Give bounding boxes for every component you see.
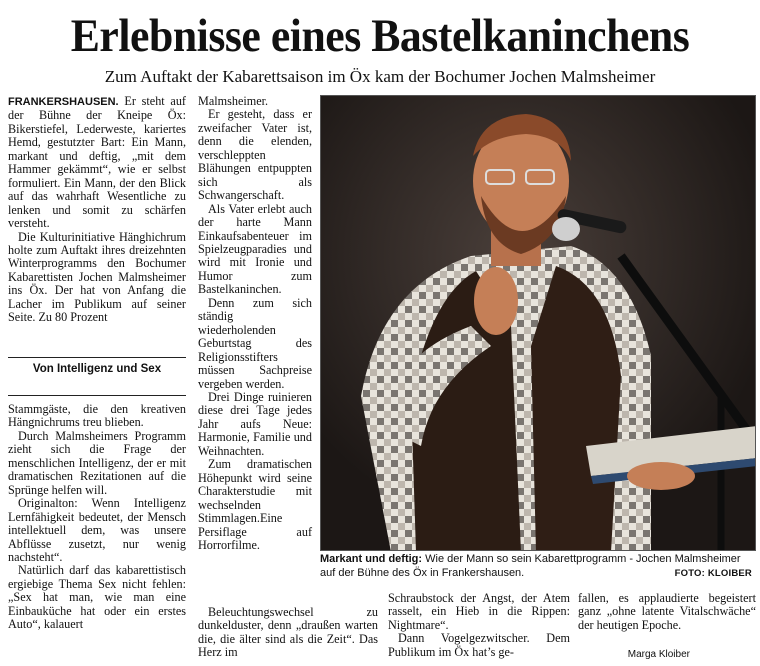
paragraph: Drei Dinge ruinieren diese drei Tage jedes Jahr aufs Neue: Harmonie, Familie und Weihnachten. (198, 389, 312, 458)
paragraph: Er gesteht, dass er zweifacher Vater ist, denn die elenden, verschleppten Blähungen entpuppten sich als Schwangerschaft. (198, 107, 312, 203)
section-heading: Von Intelligenz und Sex (32, 363, 162, 375)
paragraph (8, 95, 186, 231)
dateline: FRANKERSHAUSEN. (8, 96, 119, 108)
paragraph: Die Kulturinitiative Hänghichrum holte zum Auftakt ihres dreizehnten Winterprogramms den Bochumer Kabarettisten Jochen Malmsheimer ins Öx. Der hat von Anfang die Lacher im Publikum auf seiner Seite. Zu 80 Prozent (8, 229, 186, 325)
photo-credit: FOTO: KLOIBER (674, 567, 752, 579)
paragraph: Schraubstock der Angst, der Atem rasselt, ein Hieb in die Rippen: Nightmare“. (388, 591, 570, 632)
photo-caption (320, 553, 756, 580)
article-column-1-top (8, 95, 186, 325)
caption-lead: Markant und deftig: (320, 553, 423, 565)
section-rule-bottom (8, 395, 186, 396)
paragraph: Beleuchtungswechsel zu dunkelduster, denn „draußen warten die, die älter sind als die Zeit“. Das Herz im (198, 605, 378, 660)
paragraph: Originalton: Wenn Intelligenz Lernfähigkeit bedeutet, der Mensch intellektuell dem, was unsere Abflüsse zusetzt, nur wenig nachsteht“. (8, 496, 186, 564)
paragraph: Denn zum sich ständig wiederholenden Geburtstag des Religionsstifters müssen Sachpreise vergeben werden. (198, 295, 312, 391)
paragraph: Stammgäste, die den kreativen Hängnichrums treu blieben. (8, 402, 186, 430)
article-column-3 (388, 592, 570, 659)
paragraph: fallen, es applaudierte begeistert ganz „ohne latente Vitalschwäche“ der heutigen Epoche. (578, 591, 756, 632)
article-column-4 (578, 592, 756, 632)
paragraph: Malmsheimer. (198, 94, 269, 108)
caption-text: Wie der Mann so sein Kabarettprogramm - Jochen Malmsheimer auf der Bühne des Öx in Frankershausen. (320, 553, 741, 579)
headline: Erlebnisse eines Bastelkaninchens (70, 10, 690, 62)
paragraph: Zum dramatischen Höhepunkt wird seine Charakterstudie mit wechselnden Stimmlagen.Eine Persiflage auf Horrorfilme. (198, 457, 312, 552)
article-column-1-bottom (8, 403, 186, 632)
article-column-2-bottom (198, 606, 378, 660)
subheadline: Zum Auftakt der Kabarettsaison im Öx kam der Bochumer Jochen Malmsheimer (104, 67, 656, 86)
article-column-2 (198, 95, 312, 552)
author-byline: Marga Kloiber (627, 649, 690, 660)
section-rule-top (8, 357, 186, 358)
stage-photo (320, 95, 756, 551)
paragraph-text: Er steht auf der Bühne der Kneipe Öx: Bikerstiefel, Lederweste, kariertes Hemd, gestutzter Bart: Ein Mann, markant und deftig, „mit dem Hammer gekämmt“, wie er selbst formuliert. Ein Mann, der den Blick auf das wahrhaft Wesentliche zu lenken und somit zu schärfen versteht. (8, 94, 186, 231)
paragraph: Dann Vogelgezwitscher. Dem Publikum im Öx hat’s ge- (388, 631, 570, 659)
performer-photo-illustration (321, 96, 756, 551)
paragraph: Als Vater erlebt auch der harte Mann Einkaufsabenteuer im Spielzeugparadies und wird mit Ironie und Humor zum Bastelkaninchen. (198, 201, 312, 297)
paragraph: Natürlich darf das kabarettistisch ergiebige Thema Sex nicht fehlen: „Sex hat man, wie man eine Einbauküche hat oder ein erstes Auto“, kalauert (8, 563, 186, 632)
paragraph: Durch Malmsheimers Programm zieht sich die Frage der menschlichen Intelligenz, der er mit dramatischen Rezitationen auf die Sprünge helfen will. (8, 428, 186, 497)
